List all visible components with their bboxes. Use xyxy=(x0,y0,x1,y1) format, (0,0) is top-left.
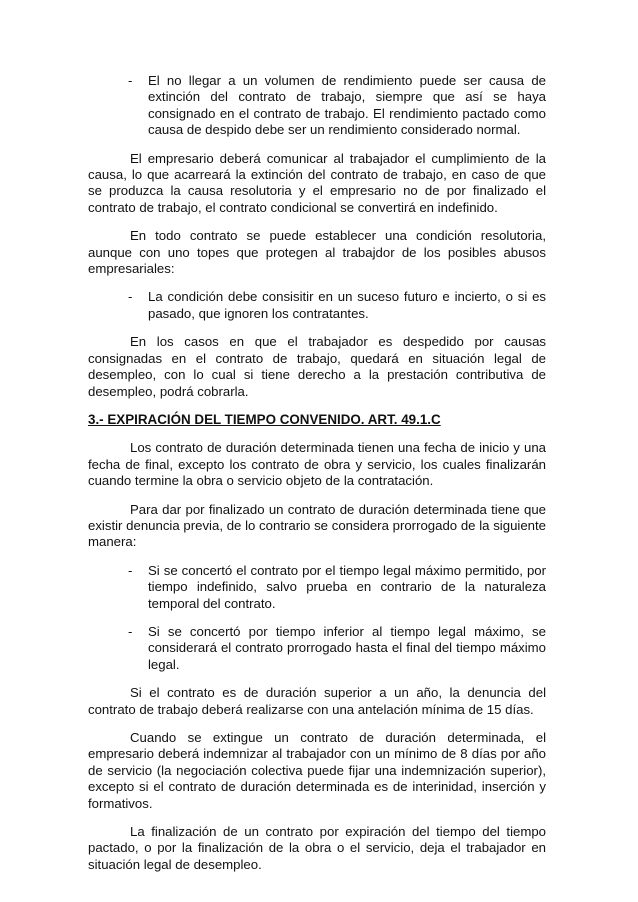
bullet-dash: - xyxy=(128,73,133,88)
section-heading: 3.- EXPIRACIÓN DEL TIEMPO CONVENIDO. ART. 49.1.C xyxy=(88,411,441,427)
bullet-text: Si se concertó por tiempo inferior al tiempo legal máximo, se considerará el contrato prorrogado hasta el final del tiempo máximo legal. xyxy=(148,623,546,672)
bullet-text: El no llegar a un volumen de rendimiento puede ser causa de extinción del contrato de trabajo, siempre que así se haya consignado en el contrato de trabajo. El rendimiento pactado como causa de despido debe ser un rendimiento considerado normal. xyxy=(148,73,546,138)
bullet-dash: - xyxy=(128,289,133,305)
paragraph: Los contrato de duración determinada tienen una fecha de inicio y una fecha de final, excepto los contrato de obra y servicio, los cuales finalizarán cuando termine la obra o servicio objeto de la contratación. xyxy=(88,440,546,489)
paragraph: Cuando se extingue un contrato de duración determinada, el empresario deberá indemnizar al trabajador con un mínimo de 8 días por año de servicio (la negociación colectiva puede fijar una indemnización superior), excepto si el contrato de duración determinada es de interinidad, inserción y formativos. xyxy=(88,730,546,811)
bullet-item xyxy=(88,563,546,612)
paragraph: En todo contrato se puede establecer una condición resolutoria, aunque con uno topes que protegen al trabajdor de los posibles abusos empresariales: xyxy=(88,228,546,277)
bullet-item xyxy=(88,624,546,673)
paragraph: Para dar por finalizado un contrato de duración determinada tiene que existir denuncia previa, de lo contrario se considera prorrogado de la siguiente manera: xyxy=(88,501,546,550)
bullet-item xyxy=(88,73,546,139)
bullet-dash: - xyxy=(128,623,133,639)
document-body xyxy=(88,73,546,885)
paragraph: El empresario deberá comunicar al trabajador el cumplimiento de la causa, lo que acarreará la extinción del contrato de trabajo, en caso de que se produzca la causa resolutoria y el empresario no de por finalizado el contrato de trabajo, el contrato condicional se convertirá en indefinido. xyxy=(88,150,546,215)
bullet-text: La condición debe consisitir en un suceso futuro e incierto, o si es pasado, que ignoren los contratantes. xyxy=(148,289,546,321)
bullet-text: Si se concertó el contrato por el tiempo legal máximo permitido, por tiempo indefinido, salvo prueba en contrario de la naturaleza temporal del contrato. xyxy=(148,562,546,611)
bullet-dash: - xyxy=(128,562,133,578)
paragraph: La finalización de un contrato por expiración del tiempo del tiempo pactado, o por la finalización de la obra o el servicio, deja el trabajador en situación legal de desempleo. xyxy=(88,824,546,872)
paragraph: En los casos en que el trabajador es despedido por causas consignadas en el contrato de trabajo, quedará en situación legal de desempleo, con lo cual si tiene derecho a la prestación contributiva de desempleo, podrá cobrarla. xyxy=(88,334,546,399)
bullet-item xyxy=(88,289,546,322)
paragraph: Si el contrato es de duración superior a un año, la denuncia del contrato de trabajo deberá realizarse con una antelación mínima de 15 días. xyxy=(88,685,546,717)
